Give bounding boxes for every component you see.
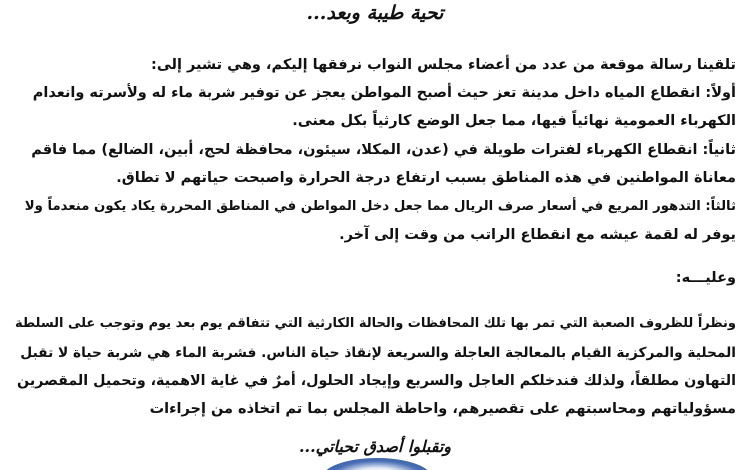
conclusion-line-3: التهاون مطلقاً، ولذلك فندخلكم العاجل والسريع وإيجاد الحلول، أمرٌ في غاية الاهمية، وتحميل المقصرين [17, 373, 736, 389]
point-two-line-1: ثانياً: انقطاع الكهرباء لفترات طويلة في (عدن، المكلا، سيئون، محافظة لحج، أبين، الضالع) مما فاقم [31, 142, 736, 158]
official-seal-icon [322, 458, 432, 470]
greeting-heading: تحية طيبة وبعد... [306, 2, 444, 24]
conclusion-line-1: ونظراً للظروف الصعبة التي تمر بها تلك المحافظات والحالة الكارثية التي تتفاقم يوم بعد يوم وتوجب على السلطة [15, 316, 736, 331]
closing-line: وتقبلوا أصدق تحياتي... [298, 437, 452, 456]
point-two-line-2: معاناة المواطنين في هذه المناطق بسبب ارتفاع درجة الحرارة واصبحت حياتهم لا تطاق. [116, 170, 736, 186]
conclusion-line-2: المحلية والمركزية القيام بالمعالجة العاجلة والسريعة لإنقاذ حياة الناس. فشربة الماء هي شربة حياة لا تقبل [20, 345, 736, 361]
therefore-label: وعليـــه: [675, 270, 736, 286]
conclusion-line-4: مسؤولياتهم ومحاسبتهم على تقصيرهم، واحاطة المجلس بما تم اتخاذه من إجراءات [149, 401, 736, 417]
intro-line: تلقينا رسالة موقعة من عدد من أعضاء مجلس النواب نرفقها إليكم، وهي تشير إلى: [151, 57, 736, 73]
point-three-line-2: يوفر له لقمة عيشه مع انقطاع الراتب من وقت إلى آخر. [339, 227, 736, 243]
point-one-line-1: أولاً: انقطاع المياه داخل مدينة تعز حيث أصبح المواطن يعجز عن توفير شربة ماء له ولأسرته وانعدام [32, 85, 736, 101]
point-one-line-2: الكهرباء العمومية نهائياً فيها، مما جعل الوضع كارثياً بكل معنى. [292, 113, 736, 129]
point-three-line-1: ثالثاً: التدهور المريع في أسعار صرف الريال مما جعل دخل المواطن في المناطق المحررة يكاد يكون منعدماً ولا [24, 199, 736, 214]
